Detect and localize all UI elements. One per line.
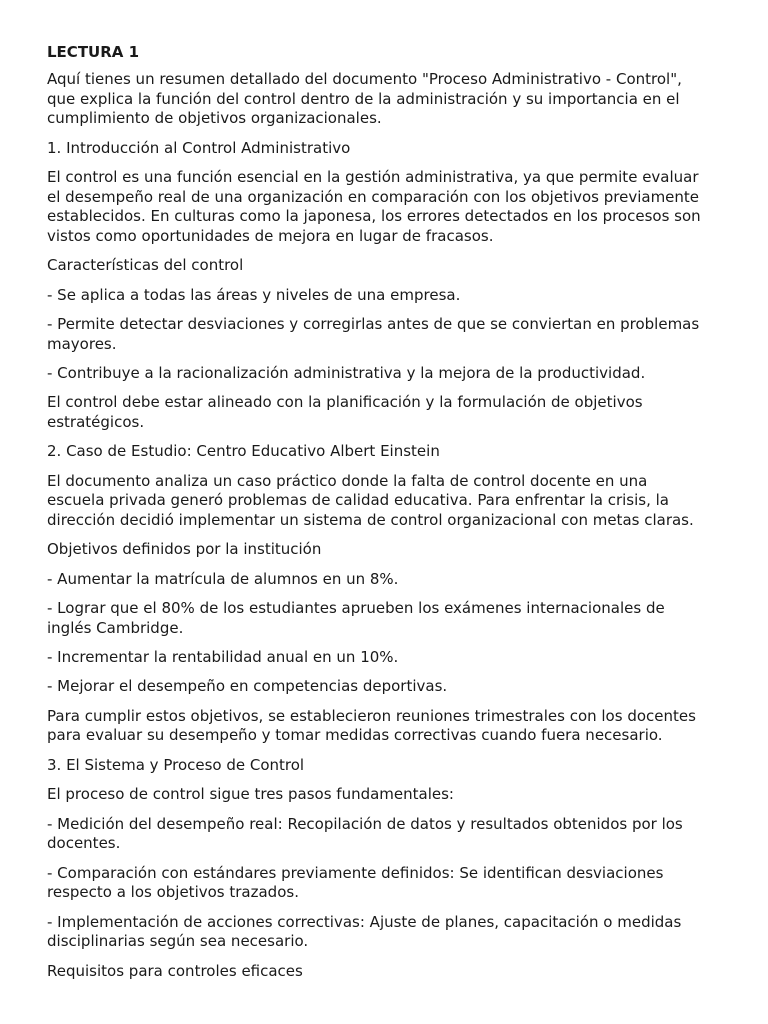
paragraph (47, 364, 728, 384)
paragraph-line: para evaluar su desempeño y tomar medidas correctivas cuando fuera necesario. (47, 726, 663, 745)
paragraph-line: - Incrementar la rentabilidad anual en un 10%. (47, 648, 399, 667)
paragraph-line: que explica la función del control dentro de la administración y su importancia en el (47, 89, 680, 108)
paragraph-line: Para cumplir estos objetivos, se establecieron reuniones trimestrales con los docentes (47, 706, 696, 725)
paragraph (47, 913, 728, 952)
paragraph (47, 599, 728, 638)
paragraph-line: - Comparación con estándares previamente definidos: Se identifican desviaciones (47, 863, 664, 882)
paragraph-line: El control es una función esencial en la gestión administrativa, ya que permite evaluar (47, 167, 699, 186)
paragraph-line: 1. Introducción al Control Administrativo (47, 138, 351, 157)
paragraph-line: - Se aplica a todas las áreas y niveles de una empresa. (47, 285, 461, 304)
paragraph-line: El documento analiza un caso práctico donde la falta de control docente en una (47, 471, 648, 490)
paragraph-line: - Implementación de acciones correctivas: Ajuste de planes, capacitación o medidas (47, 912, 682, 931)
paragraph-line: 2. Caso de Estudio: Centro Educativo Albert Einstein (47, 442, 440, 461)
paragraph (47, 168, 728, 246)
paragraph-line: Aquí tienes un resumen detallado del documento "Proceso Administrativo - Control", (47, 70, 682, 88)
paragraph-line: El proceso de control sigue tres pasos fundamentales: (47, 785, 454, 804)
document-body (47, 70, 728, 981)
paragraph-line: establecidos. En culturas como la japonesa, los errores detectados en los procesos son (47, 207, 701, 226)
paragraph (47, 570, 728, 590)
paragraph-line: docentes. (47, 834, 121, 853)
paragraph (47, 785, 728, 805)
paragraph-line: - Lograr que el 80% de los estudiantes aprueben los exámenes internacionales de (47, 599, 665, 618)
paragraph-line: Características del control (47, 256, 244, 275)
paragraph-line: mayores. (47, 334, 117, 353)
paragraph-line: cumplimiento de objetivos organizacionales. (47, 109, 382, 128)
paragraph-line: - Medición del desempeño real: Recopilación de datos y resultados obtenidos por los (47, 814, 683, 833)
paragraph-line: Objetivos definidos por la institución (47, 540, 322, 559)
paragraph (47, 139, 728, 159)
paragraph-line: El control debe estar alineado con la planificación y la formulación de objetivos (47, 393, 643, 412)
paragraph (47, 815, 728, 854)
paragraph-line: inglés Cambridge. (47, 618, 184, 637)
paragraph (47, 70, 728, 129)
paragraph (47, 286, 728, 306)
paragraph-line: - Contribuye a la racionalización administrativa y la mejora de la productividad. (47, 363, 646, 382)
paragraph-line: vistos como oportunidades de mejora en lugar de fracasos. (47, 226, 494, 245)
paragraph-line: respecto a los objetivos trazados. (47, 883, 299, 902)
paragraph (47, 472, 728, 531)
paragraph-line: - Mejorar el desempeño en competencias deportivas. (47, 677, 448, 696)
paragraph-line: - Permite detectar desviaciones y corregirlas antes de que se conviertan en problemas (47, 314, 700, 333)
paragraph (47, 707, 728, 746)
paragraph (47, 315, 728, 354)
paragraph-line: Requisitos para controles eficaces (47, 961, 303, 980)
paragraph (47, 677, 728, 697)
paragraph-line: el desempeño real de una organización en comparación con los objetivos previamente (47, 187, 700, 206)
document-title: LECTURA 1 (47, 43, 140, 61)
paragraph (47, 864, 728, 903)
paragraph (47, 540, 728, 560)
paragraph (47, 256, 728, 276)
paragraph (47, 648, 728, 668)
paragraph (47, 756, 728, 776)
paragraph-line: estratégicos. (47, 412, 145, 431)
paragraph (47, 393, 728, 432)
paragraph-line: escuela privada generó problemas de calidad educativa. Para enfrentar la crisis, la (47, 491, 670, 510)
paragraph-line: 3. El Sistema y Proceso de Control (47, 755, 305, 774)
paragraph (47, 442, 728, 462)
paragraph-line: - Aumentar la matrícula de alumnos en un 8%. (47, 569, 399, 588)
paragraph-line: dirección decidió implementar un sistema de control organizacional con metas claras. (47, 510, 694, 529)
paragraph-line: disciplinarias según sea necesario. (47, 932, 309, 951)
paragraph (47, 962, 728, 982)
